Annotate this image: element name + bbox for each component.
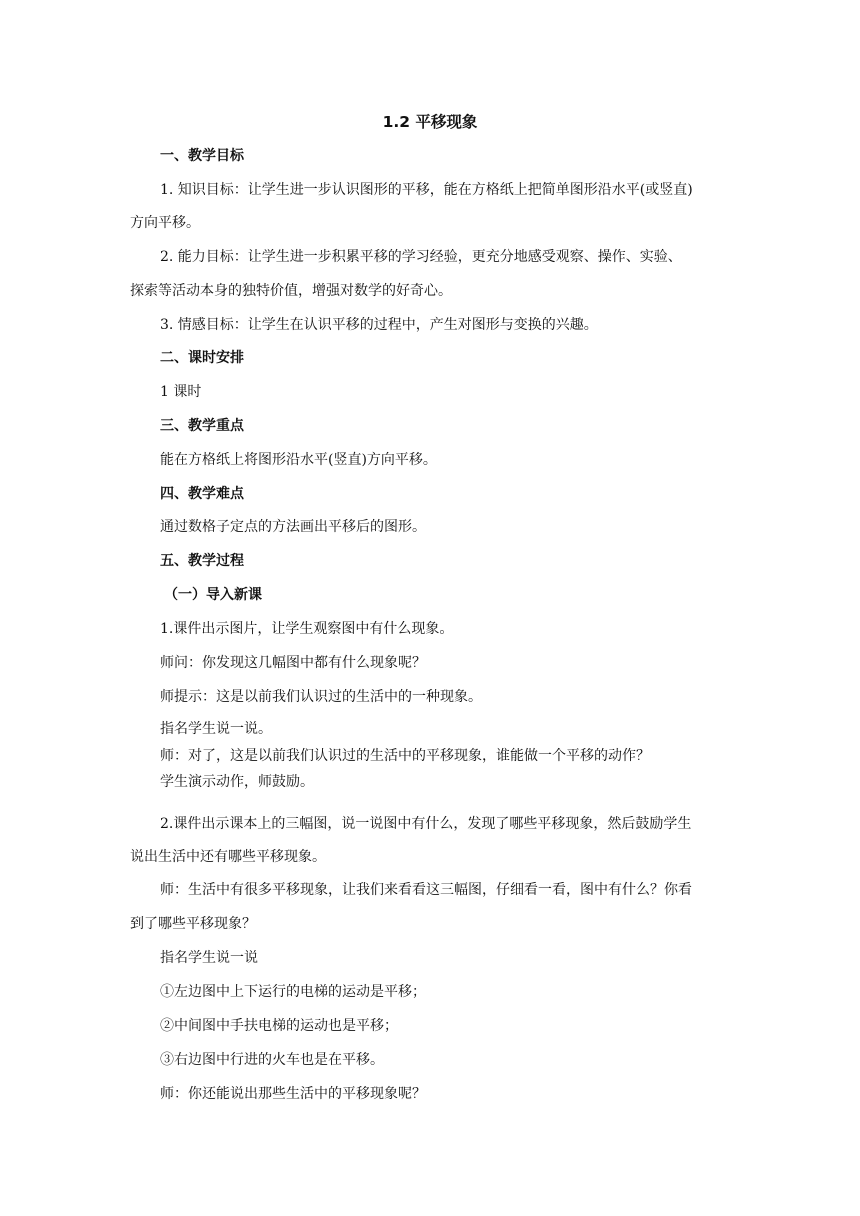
list-item: ②中间图中手扶电梯的运动也是平移； <box>160 1018 398 1034</box>
paragraph: 师：你还能说出那些生活中的平移现象呢？ <box>160 1086 426 1102</box>
paragraph: 师提示：这是以前我们认识过的生活中的一种现象。 <box>160 689 482 705</box>
schedule-text: 1 课时 <box>160 384 202 400</box>
section-heading-process: 五、教学过程 <box>160 553 244 569</box>
difficulties-text: 通过数格子定点的方法画出平移后的图形。 <box>160 519 426 535</box>
paragraph-knowledge-goal-cont: 方向平移。 <box>130 215 200 231</box>
paragraph: 学生演示动作，师鼓励。 <box>160 774 314 790</box>
paragraph-cont: 到了哪些平移现象？ <box>130 916 256 932</box>
page-title: 1.2 平移现象 <box>382 113 478 131</box>
list-item: ③右边图中行进的火车也是在平移。 <box>160 1052 384 1068</box>
paragraph: 2.课件出示课本上的三幅图，说一说图中有什么，发现了哪些平移现象，然后鼓励学生 <box>160 816 692 832</box>
key-points-text: 能在方格纸上将图形沿水平(竖直)方向平移。 <box>160 452 437 468</box>
section-heading-objectives: 一、教学目标 <box>160 148 244 164</box>
paragraph-cont: 说出生活中还有哪些平移现象。 <box>130 849 326 865</box>
paragraph: 指名学生说一说 <box>160 950 258 966</box>
paragraph-ability-goal: 2. 能力目标：让学生进一步积累平移的学习经验，更充分地感受观察、操作、实验、 <box>160 249 682 265</box>
section-heading-schedule: 二、课时安排 <box>160 350 244 366</box>
section-heading-key-points: 三、教学重点 <box>160 418 244 434</box>
paragraph: 指名学生说一说。 <box>160 721 272 737</box>
paragraph-ability-goal-cont: 探索等活动本身的独特价值，增强对数学的好奇心。 <box>130 283 452 299</box>
paragraph: 师问：你发现这几幅图中都有什么现象呢？ <box>160 655 426 671</box>
paragraph-emotion-goal: 3. 情感目标：让学生在认识平移的过程中，产生对图形与变换的兴趣。 <box>160 317 598 333</box>
list-item: ①左边图中上下运行的电梯的运动是平移； <box>160 984 426 1000</box>
section-heading-difficulties: 四、教学难点 <box>160 486 244 502</box>
subsection-heading-intro: （一）导入新课 <box>164 587 262 603</box>
paragraph: 师：对了，这是以前我们认识过的生活中的平移现象，谁能做一个平移的动作？ <box>160 748 650 764</box>
paragraph: 师：生活中有很多平移现象，让我们来看看这三幅图，仔细看一看，图中有什么？你看 <box>160 882 692 898</box>
paragraph: 1.课件出示图片，让学生观察图中有什么现象。 <box>160 621 454 637</box>
paragraph-knowledge-goal: 1. 知识目标：让学生进一步认识图形的平移，能在方格纸上把简单图形沿水平(或竖直) <box>160 182 693 198</box>
